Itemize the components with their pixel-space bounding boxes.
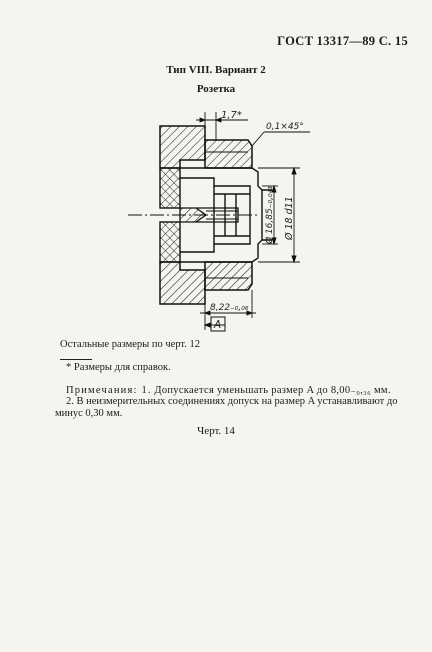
dim-a-label: A [214,319,222,331]
dimension-chamfer [252,132,310,146]
insulator-bottom [160,222,180,262]
coupling-nut-bottom [205,262,252,290]
figure-caption: Черт. 14 [197,425,235,437]
dim-bottom-length: 8,22₋₀,₀₆ [210,303,249,313]
dim-outer-diameter: Ø 18 d11 [284,196,295,240]
insulator-top [160,168,180,208]
footnote: * Размеры для справок. [66,362,171,373]
housing-top-section [160,126,205,168]
dim-chamfer-label: 0,1×45° [266,122,304,132]
note-1-text: Допускается уменьшать размер A до 8,00₋₀,₃₆ мм. [154,385,391,396]
note-2-line-1: 2. В неизмерительных соединениях допуск на размер A устанавливают до [66,396,398,407]
dim-inner-diameter: Ø 16,85₋₀,₀₄₃ [265,186,275,244]
coupling-nut-top [205,140,252,168]
footnote-rule [60,359,92,360]
note-2-line-2: минус 0,30 мм. [55,408,123,419]
subtitle: Розетка [196,83,236,95]
dim-ref-top-label: 1,7* [221,110,242,121]
note-1-lead: Примечания: 1. [66,385,152,396]
other-dimensions-note: Остальные размеры по черт. 12 [60,339,200,350]
type-title: Тип VIII. Вариант 2 [166,64,266,76]
housing-bottom-section [160,262,205,304]
note-1 [66,384,411,396]
page-header: ГОСТ 13317—89 С. 15 [277,34,408,48]
